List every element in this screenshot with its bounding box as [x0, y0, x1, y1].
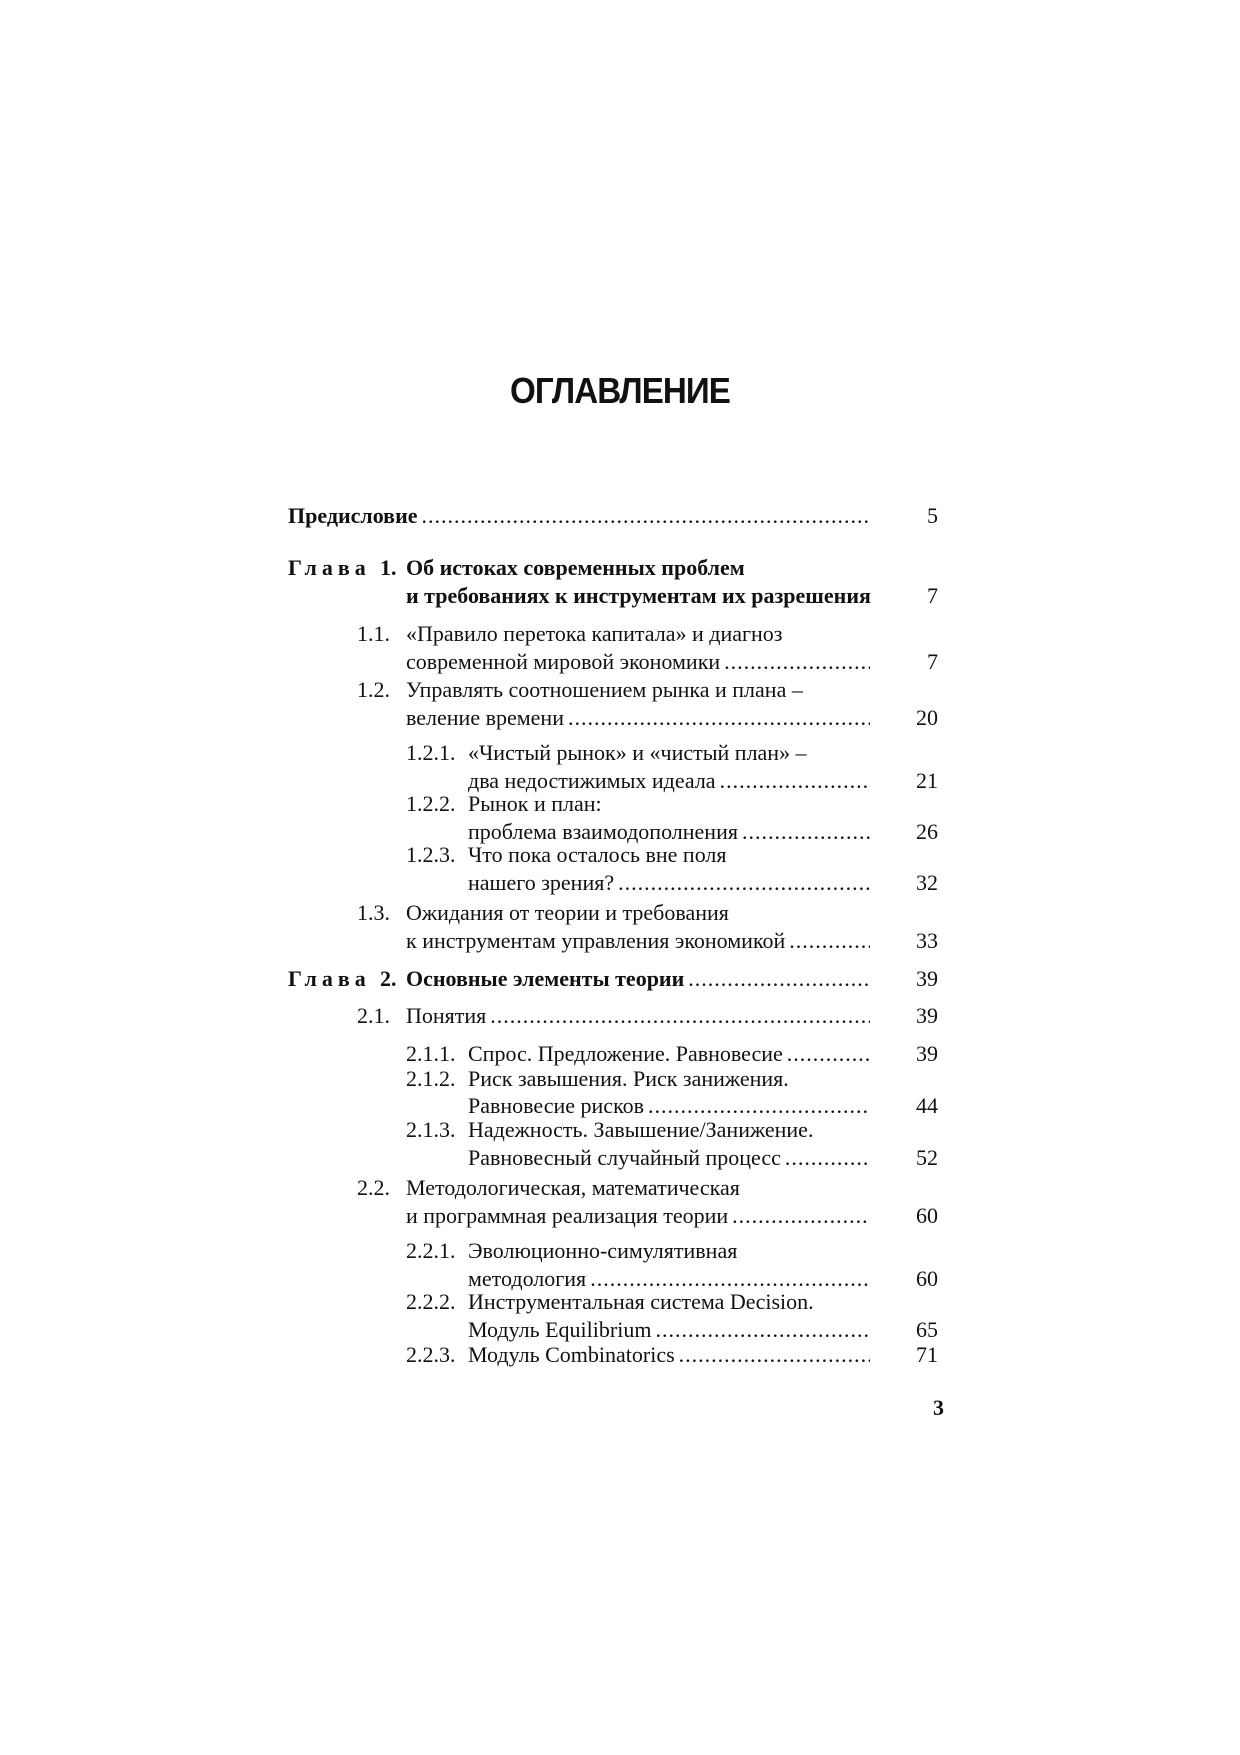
section-number: 2.2. [357, 1175, 390, 1200]
toc-entry-label: Предисловие [288, 503, 418, 528]
leader-dots [742, 819, 870, 845]
chapter-number: 2. [380, 966, 397, 991]
chapter-prefix: Глава [288, 555, 371, 580]
subsection-number: 1.2.2. [406, 791, 456, 816]
toc-entry-line-1: Об истоках современных проблем [406, 555, 745, 580]
subsection-number: 2.2.3. [406, 1342, 456, 1367]
toc-page-number: 7 [927, 583, 938, 608]
leader-dots [724, 649, 870, 675]
toc-page-number: 32 [916, 870, 938, 895]
leader-dots [787, 1041, 870, 1067]
subsection-number: 2.1.2. [406, 1066, 456, 1091]
toc-entry-line-2: Равновесный случайный процесс [468, 1145, 781, 1170]
toc-entry-line-1: Что пока осталось вне поля [468, 842, 727, 867]
leader-dots [732, 1203, 870, 1229]
toc-page-number: 65 [916, 1317, 938, 1342]
leader-dots [618, 870, 870, 896]
subsection-number: 2.2.2. [406, 1289, 456, 1314]
toc-entry-line-1: Основные элементы теории [406, 966, 685, 991]
toc-entry-line-1: Надежность. Завышение/Занижение. [468, 1117, 814, 1142]
subsection-number: 2.1.3. [406, 1117, 456, 1142]
subsection-number: 1.2.1. [406, 740, 456, 765]
toc-page-number: 60 [916, 1203, 938, 1228]
toc-page-number: 20 [916, 705, 938, 730]
toc-page-number: 5 [927, 503, 938, 528]
leader-dots [720, 768, 870, 794]
toc-entry-line-1: Спрос. Предложение. Равновесие [468, 1041, 783, 1066]
toc-entry-line-1: Ожидания от теории и требования [406, 900, 729, 925]
toc-entry-line-1: Инструментальная система Decision. [468, 1289, 814, 1314]
toc-entry-line-2: современной мировой экономики [406, 649, 721, 674]
toc-entry-line-2: Модуль Equilibrium [468, 1317, 652, 1342]
leader-dots [789, 928, 870, 954]
toc-page-number: 7 [927, 649, 938, 674]
toc-page-number: 39 [916, 1041, 938, 1066]
toc-entry-line-2: веление времени [406, 705, 564, 730]
subsection-number: 2.2.1. [406, 1238, 456, 1263]
toc-entry-line-2: проблема взаимодополнения [468, 819, 738, 844]
toc-entry-line-2: нашего зрения? [468, 870, 615, 895]
toc-entry-line-1: Управлять соотношением рынка и плана – [406, 677, 803, 702]
toc-entry-line-1: Эволюционно-симулятивная [468, 1238, 738, 1263]
subsection-number: 1.2.3. [406, 842, 456, 867]
section-number: 2.1. [357, 1003, 390, 1028]
leader-dots [688, 966, 870, 992]
toc-entry-line-2: Равновесие рисков [468, 1093, 645, 1118]
toc-page-number: 39 [916, 1003, 938, 1028]
toc-page-number: 33 [916, 928, 938, 953]
subsection-number: 2.1.1. [406, 1041, 456, 1066]
toc-entry-line-2: два недостижимых идеала [468, 768, 716, 793]
leader-dots [648, 1093, 870, 1119]
leader-dots [490, 1003, 870, 1029]
toc-entry-line-1: «Правило перетока капитала» и диагноз [406, 621, 783, 646]
toc-entry-line-2: методология [468, 1266, 587, 1291]
chapter-prefix: Глава [288, 966, 371, 991]
toc-entry-line-2: и программная реализация теории [406, 1203, 729, 1228]
leader-dots [655, 1317, 870, 1343]
leader-dots [568, 705, 870, 731]
toc-page-number: 60 [916, 1266, 938, 1291]
toc-entry-line-2: к инструментам управления экономикой [406, 928, 786, 953]
toc-page-number: 71 [916, 1342, 938, 1367]
toc-page-number: 52 [916, 1145, 938, 1170]
toc-page-number: 26 [916, 819, 938, 844]
toc-entry-line-1: Модуль Combinatorics [468, 1342, 675, 1367]
toc-page-number: 21 [916, 768, 938, 793]
section-number: 1.2. [357, 677, 390, 702]
section-number: 1.3. [357, 900, 390, 925]
toc-entry-line-2: и требованиях к инструментам их разрешения [406, 583, 871, 608]
toc-entry-line-1: Понятия [406, 1003, 487, 1028]
toc-entry-line-1: «Чистый рынок» и «чистый план» – [468, 740, 807, 765]
leader-dots [422, 503, 870, 529]
chapter-number: 1. [380, 555, 397, 580]
toc-entry-line-1: Методологическая, математическая [406, 1175, 740, 1200]
toc-entry-line-1: Риск завышения. Риск занижения. [468, 1066, 789, 1091]
toc-page-number: 44 [916, 1093, 938, 1118]
toc-page-number: 39 [916, 966, 938, 991]
page-title: ОГЛАВЛЕНИЕ [510, 370, 730, 411]
section-number: 1.1. [357, 621, 390, 646]
leader-dots [679, 1342, 870, 1368]
toc-entry-line-1: Рынок и план: [468, 791, 602, 816]
page-number: 3 [933, 1395, 944, 1420]
leader-dots [785, 1145, 870, 1171]
